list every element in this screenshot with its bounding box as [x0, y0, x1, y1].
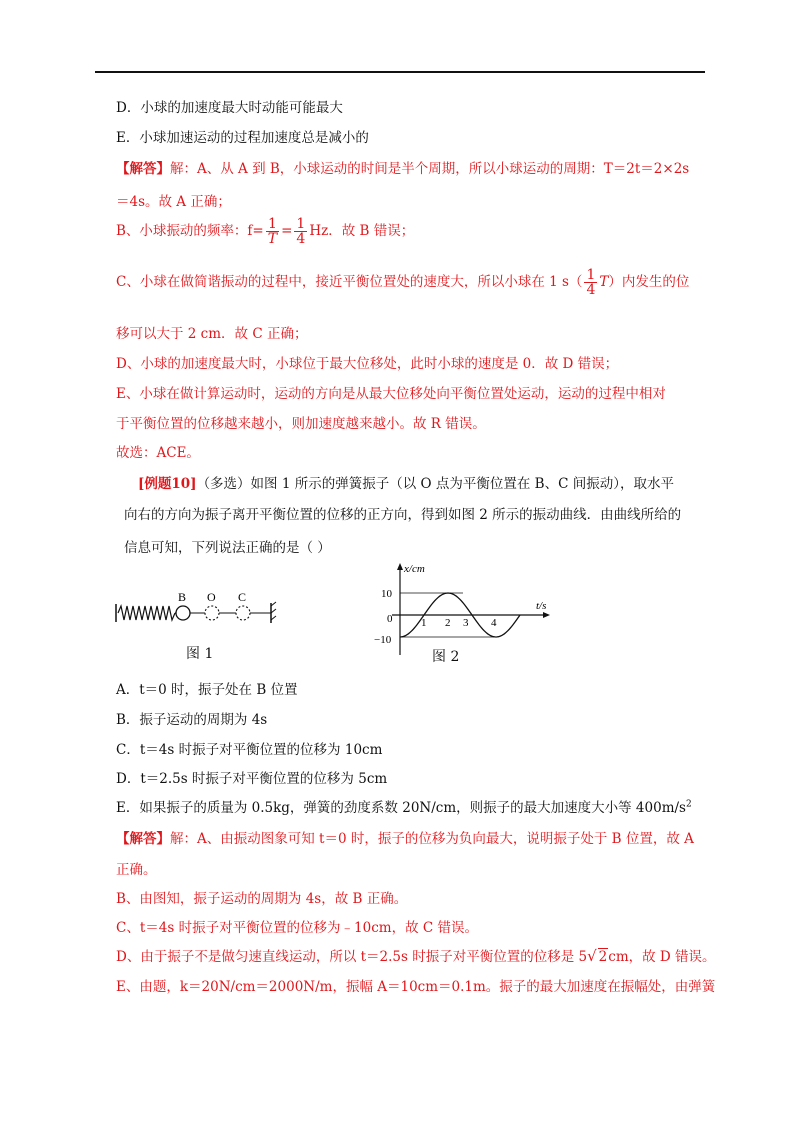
- answer1-e1: E、小球在做计算运动时，运动的方向是从最大位移处向平衡位置处运动，运动的过程中相对: [116, 386, 666, 402]
- answer1-b: [116, 217, 414, 246]
- sqrt-radicand: 2: [598, 949, 608, 965]
- answer1-line1: [116, 157, 689, 177]
- xtick-2: 2: [445, 617, 451, 629]
- option-c: C．t＝4s 时振子对平衡位置的位移为 10cm: [116, 742, 383, 758]
- frac-num: 1: [296, 216, 306, 232]
- option-d: D．t＝2.5s 时振子对平衡位置的位移为 5cm: [116, 771, 388, 787]
- xtick-4: 4: [491, 617, 497, 629]
- answer2-e: E、由题，k＝20N/cm＝2000N/m，振幅 A＝10cm＝0.1m。振子的最大加速度在振幅处，由弹簧: [116, 979, 716, 995]
- answer1-d: D、小球的加速度最大时，小球位于最大位移处，此时小球的速度是 0．故 D 错误；: [116, 356, 619, 372]
- b-eq: =: [281, 223, 293, 239]
- option-d-prev: D．小球的加速度最大时动能可能最大: [116, 100, 343, 116]
- ytick-10: 10: [381, 588, 392, 600]
- ball-c: [236, 606, 250, 620]
- example10-l2: 向右的方向为振子离开平衡位置的位移的正方向，得到如图 2 所示的振动曲线．由曲线所给的: [124, 507, 682, 523]
- fraction-1-over-4: [294, 217, 307, 246]
- example-label: [例题10]: [138, 476, 197, 492]
- d-pre: D、由于振子不是做匀速直线运动，所以 t＝2.5s 时振子对平衡位置的位移是 5: [116, 949, 588, 965]
- fraction-1-over-4: [584, 268, 597, 297]
- fraction-1-over-T: [266, 217, 279, 246]
- header-rule: [95, 71, 705, 73]
- answer1-a2: ＝4s。故 A 正确；: [116, 194, 231, 210]
- figure1-caption: 图 1: [186, 646, 214, 662]
- option-a: A．t＝0 时，振子处在 B 位置: [116, 682, 298, 698]
- y-axis-arrow: [397, 563, 403, 570]
- answer1-c: [116, 268, 689, 297]
- answer2-c: C、t＝4s 时振子对平衡位置的位移为﹣10cm，故 C 错误。: [116, 920, 479, 936]
- b-post: Hz．故 B 错误；: [309, 223, 415, 239]
- answer-label: 【解答】: [116, 831, 170, 847]
- answer-label: 【解答】: [116, 161, 170, 177]
- label-c: C: [238, 590, 247, 604]
- sqrt-sign: √: [587, 947, 597, 965]
- spring-coil: [118, 606, 175, 620]
- answer2-a2: 正确。: [116, 862, 157, 878]
- b-pre: B、小球振动的频率：f=: [116, 223, 264, 239]
- c-pre: C、小球在做简谐振动的过程中，接近平衡位置处的速度大，所以小球在 1 s（: [116, 274, 583, 290]
- figure1-spring-diagram: [114, 588, 284, 638]
- ytick-0: 0: [387, 613, 393, 625]
- label-o: O: [207, 590, 216, 604]
- example-l1: （多选）如图 1 所示的弹簧振子（以 O 点为平衡位置在 B、C 间振动），取水平: [196, 476, 674, 492]
- answer1-final: 故选：ACE。: [116, 445, 200, 461]
- frac-den: 4: [296, 231, 306, 247]
- answer1-c2: 移可以大于 2 cm．故 C 正确；: [116, 326, 308, 342]
- option-b: B．振子运动的周期为 4s: [116, 712, 268, 728]
- figure2-caption: 图 2: [432, 649, 460, 665]
- answer2-d: [116, 945, 716, 965]
- figure2-vibration-chart: [360, 560, 560, 660]
- frac-den: 4: [586, 282, 596, 298]
- y-axis-label: x/cm: [404, 563, 425, 575]
- xtick-3: 3: [463, 617, 469, 629]
- ytick-neg10: −10: [374, 634, 392, 646]
- option-e: [116, 796, 692, 816]
- c-post: ）内发生的位: [608, 274, 690, 290]
- answer2-b: B、由图知，振子运动的周期为 4s，故 B 正确。: [116, 891, 408, 907]
- frac-num: 1: [586, 267, 596, 283]
- c-T: T: [599, 274, 609, 290]
- ball-b: [176, 606, 190, 620]
- option-e-prev: E．小球加速运动的过程加速度总是减小的: [116, 130, 369, 146]
- example10-l1: [138, 472, 674, 492]
- ball-o: [205, 606, 219, 620]
- option-e-text: E．如果振子的质量为 0.5kg，弹簧的劲度系数 20N/cm，则振子的最大加速度大小等 400m/s: [116, 800, 686, 816]
- answer1-e2: 于平衡位置的位移越来越小，则加速度越来越小。故 R 错误。: [116, 416, 486, 432]
- answer2-line1: [116, 827, 694, 847]
- x-axis-arrow: [543, 612, 550, 618]
- option-e-sup: 2: [685, 799, 692, 810]
- frac-num: 1: [266, 217, 279, 232]
- x-axis-label: t/s: [536, 600, 547, 612]
- example10-l3: 信息可知，下列说法正确的是（ ）: [124, 540, 331, 556]
- answer1-a1: 解：A、从 A 到 B，小球运动的时间是半个周期，所以小球运动的周期：T＝2t＝2×2s: [170, 161, 690, 177]
- d-post: cm，故 D 错误。: [608, 949, 716, 965]
- xtick-1: 1: [421, 617, 427, 629]
- label-b: B: [178, 590, 187, 604]
- answer2-a1: 解：A、由振动图象可知 t＝0 时，振子的位移为负向最大，说明振子处于 B 位置，故 A: [170, 831, 694, 847]
- frac-den: T: [267, 231, 278, 247]
